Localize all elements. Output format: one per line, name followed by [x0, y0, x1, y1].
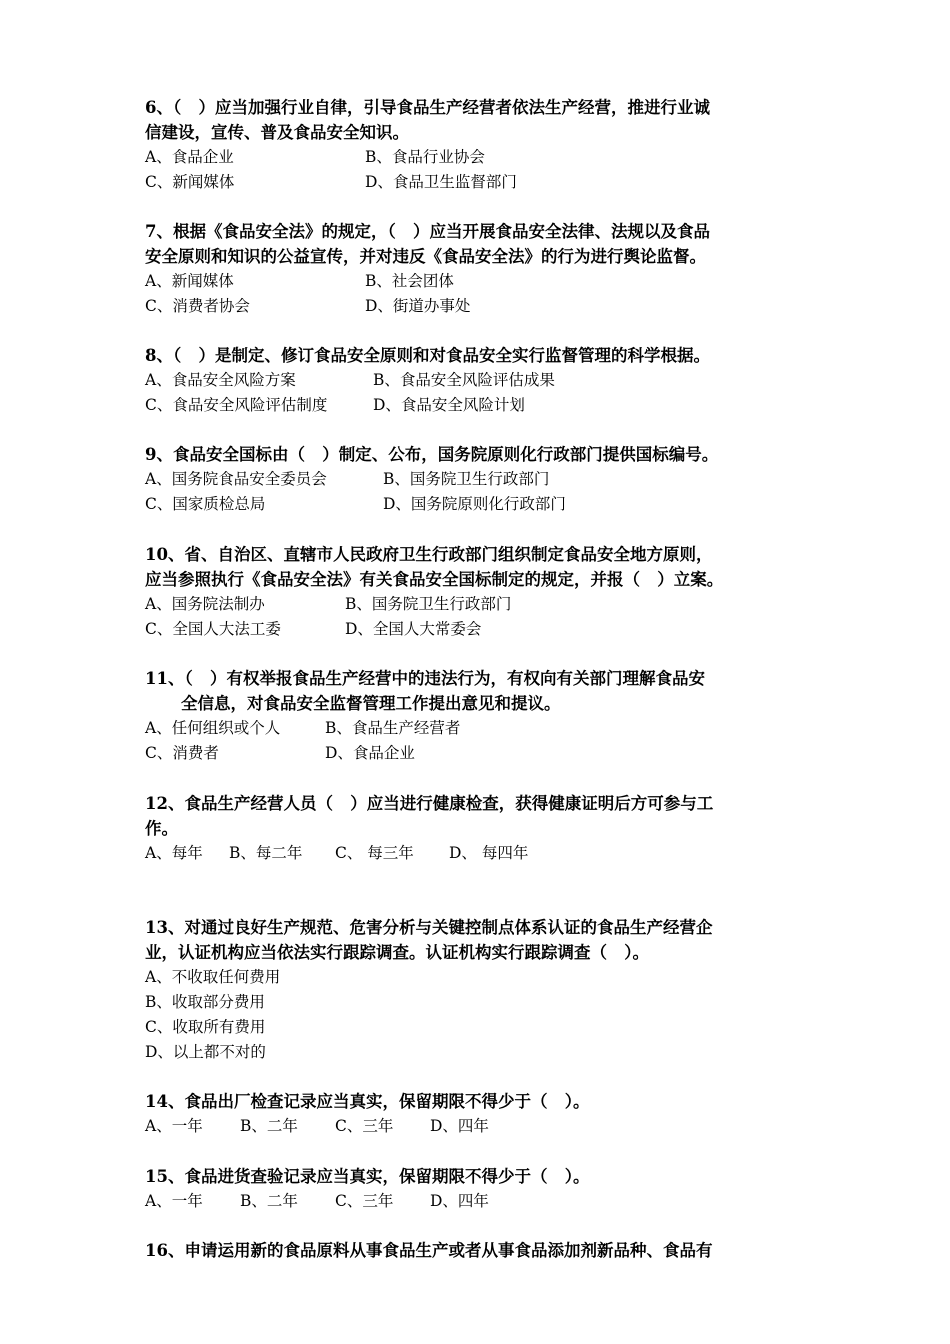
option-b: B、国务院卫生行政部门: [345, 595, 512, 613]
option-b: B、国务院卫生行政部门: [383, 470, 550, 488]
question-13: [145, 915, 815, 1065]
option-d: D、食品企业: [325, 744, 415, 762]
question-11: [145, 666, 815, 766]
option-a: A、不收取任何费用: [145, 968, 281, 986]
option-b: B、社会团体: [365, 272, 454, 290]
question-stem: 14、食品出厂检查记录应当真实，保留期限不得少于（ ）。: [145, 1092, 590, 1111]
question-8: [145, 343, 815, 418]
question-stem: 7、根据《食品安全法》的规定，（ ）应当开展食品安全法律、法规以及食品 安全原则和知识的公益宣传，并对违反《食品安全法》的行为进行舆论监督。: [145, 222, 710, 266]
question-options: [145, 592, 815, 642]
question-options: [145, 716, 815, 766]
question-stem: 15、食品进货查验记录应当真实，保留期限不得少于（ ）。: [145, 1167, 590, 1186]
option-c: C、 每三年: [335, 844, 414, 862]
question-options: [145, 467, 815, 517]
option-a: A、一年: [145, 1117, 203, 1135]
question-stem: 6、（ ）应当加强行业自律，引导食品生产经营者依法生产经营，推进行业诚 信建设，宣传、普及食品安全知识。: [145, 98, 710, 142]
option-a: A、国务院法制办: [145, 595, 265, 613]
option-b: B、二年: [240, 1192, 298, 1210]
question-options: [145, 1189, 815, 1214]
question-options: [145, 1114, 815, 1139]
question-stem: 16、申请运用新的食品原料从事食品生产或者从事食品添加剂新品种、食品有: [145, 1241, 713, 1260]
question-stem: 11、（ ）有权举报食品生产经营中的违法行为，有权向有关部门理解食品安 全信息，对食品安全监督管理工作提出意见和提议。: [145, 669, 705, 713]
option-a: A、任何组织或个人: [145, 719, 281, 737]
question-options: [145, 368, 815, 418]
option-c: C、新闻媒体: [145, 173, 235, 191]
option-b: B、食品生产经营者: [325, 719, 461, 737]
option-c: C、收取所有费用: [145, 1018, 266, 1036]
question-10: [145, 542, 815, 642]
option-a: A、一年: [145, 1192, 203, 1210]
question-options: [145, 841, 815, 866]
option-b: B、收取部分费用: [145, 993, 265, 1011]
option-c: C、全国人大法工委: [145, 620, 281, 638]
option-c: C、三年: [335, 1192, 394, 1210]
question-stem: 13、对通过良好生产规范、危害分析与关键控制点体系认证的食品生产经营企 业，认证机构应当依法实行跟踪调查。认证机构实行跟踪调查（ ）。: [145, 918, 713, 962]
question-options: [145, 145, 815, 195]
option-b: B、二年: [240, 1117, 298, 1135]
option-d: D、街道办事处: [365, 297, 471, 315]
option-c: C、三年: [335, 1117, 394, 1135]
option-b: B、食品行业协会: [365, 148, 485, 166]
option-a: A、食品企业: [145, 148, 234, 166]
question-14: [145, 1089, 815, 1139]
question-options: [145, 269, 815, 319]
option-c: C、食品安全风险评估制度: [145, 396, 328, 414]
option-d: D、四年: [430, 1192, 489, 1210]
question-16: [145, 1238, 815, 1263]
question-9: [145, 442, 815, 517]
option-c: C、消费者协会: [145, 297, 250, 315]
option-b: B、每二年: [229, 844, 303, 862]
option-d: D、以上都不对的: [145, 1043, 266, 1061]
option-a: A、每年: [145, 844, 203, 862]
option-a: A、新闻媒体: [145, 272, 234, 290]
question-stem: 8、（ ）是制定、修订食品安全原则和对食品安全实行监督管理的科学根据。: [145, 346, 710, 365]
question-6: [145, 95, 815, 195]
option-d: D、 每四年: [449, 844, 529, 862]
option-d: D、食品安全风险计划: [373, 396, 525, 414]
option-a: A、国务院食品安全委员会: [145, 470, 327, 488]
option-d: D、全国人大常委会: [345, 620, 482, 638]
option-c: C、消费者: [145, 744, 219, 762]
option-d: D、食品卫生监督部门: [365, 173, 517, 191]
question-stem: 12、食品生产经营人员（ ）应当进行健康检查，获得健康证明后方可参与工 作。: [145, 794, 714, 838]
question-stem: 9、食品安全国标由（ ）制定、公布，国务院原则化行政部门提供国标编号。: [145, 445, 719, 464]
option-c: C、国家质检总局: [145, 495, 266, 513]
question-options: [145, 965, 815, 1065]
option-b: B、食品安全风险评估成果: [373, 371, 555, 389]
question-12: [145, 791, 815, 866]
question-stem: 10、省、自治区、直辖市人民政府卫生行政部门组织制定食品安全地方原则， 应当参照执行《食品安全法》有关食品安全国标制定的规定，并报（ ）立案。: [145, 545, 724, 589]
option-d: D、四年: [430, 1117, 489, 1135]
question-7: [145, 219, 815, 319]
question-15: [145, 1164, 815, 1214]
option-a: A、食品安全风险方案: [145, 371, 296, 389]
option-d: D、国务院原则化行政部门: [383, 495, 566, 513]
